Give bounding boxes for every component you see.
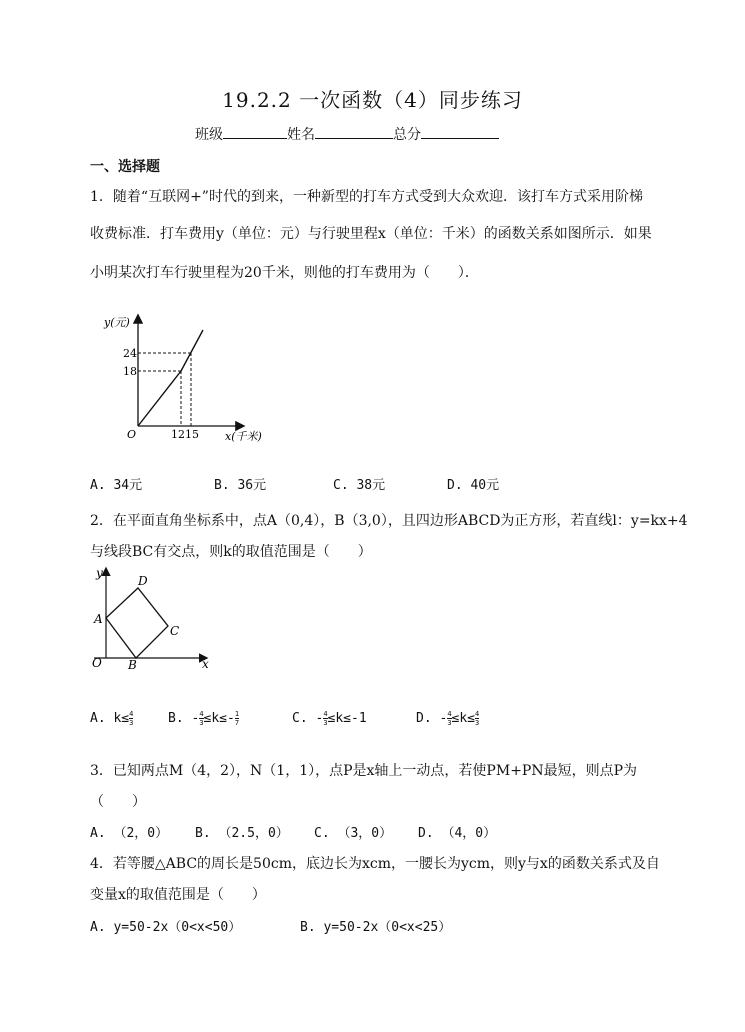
q3-line2: （ ）	[90, 794, 146, 810]
class-blank	[223, 124, 287, 139]
class-label: 班级	[195, 127, 223, 143]
q2-line2: 与线段BC有交点，则k的取值范围是（ ）	[90, 544, 372, 560]
q1-graph	[95, 308, 285, 448]
q1-ytick-24: 24	[123, 347, 137, 360]
name-label: 姓名	[287, 127, 315, 143]
q1-xticks: 1215	[171, 428, 199, 441]
q1-ylabel: y(元)	[104, 316, 130, 329]
q1-line2: 收费标准．打车费用y（单位：元）与行驶里程x（单位：千米）的函数关系如图所示．如果	[90, 226, 652, 242]
q3-option-a: A. （2，0）	[90, 826, 169, 841]
score-blank	[421, 124, 499, 139]
q1-option-d: D. 40元	[447, 478, 500, 493]
section-heading: 一、选择题	[90, 159, 160, 175]
q2-option-c: C. - $\frac{4}{3}$ ≤k≤-1	[292, 710, 367, 727]
q1-xlabel: x(千米)	[225, 430, 262, 443]
q2-point-d: D	[138, 574, 148, 588]
q1-option-a: A. 34元	[90, 478, 143, 493]
page-title: 19.2.2 一次函数（4）同步练习	[222, 88, 523, 112]
q2-figure	[88, 563, 218, 673]
q1-option-b: B. 36元	[214, 478, 267, 493]
name-blank	[315, 124, 393, 139]
q2-point-c: C	[170, 624, 180, 638]
q2-origin: O	[92, 656, 102, 670]
q3-line1: 3．已知两点M（4，2），N（1，1），点P是x轴上一动点，若使PM+PN最短，则点P为	[90, 763, 638, 779]
q4-line1: 4．若等腰△ABC的周长是50cm，底边长为xcm，一腰长为ycm，则y与x的函数关系式及自	[90, 856, 660, 872]
q2-point-b: B	[128, 658, 137, 672]
student-info-fields	[195, 124, 499, 144]
q2-y-label: y	[96, 566, 103, 580]
q4-option-a: A. y=50-2x（0<x<50）	[90, 920, 242, 935]
q2-square	[106, 588, 168, 658]
q1-option-c: C. 38元	[333, 478, 386, 493]
q2-line1: 2．在平面直角坐标系中，点A（0,4），B（3,0），且四边形ABCD为正方形，若直线l：y=kx+4	[90, 513, 688, 529]
q1-segment-1	[138, 371, 181, 426]
q1-line1: 1．随着“互联网+”时代的到来，一种新型的打车方式受到大众欢迎．该打车方式采用阶梯	[90, 189, 643, 205]
score-label: 总分	[393, 127, 421, 143]
q2-option-a: A. k≤ $\frac{4}{3}$	[90, 710, 134, 727]
q1-line3: 小明某次打车行驶里程为20千米，则他的打车费用为（ ）．	[90, 265, 479, 281]
q1-segment-2	[181, 330, 203, 371]
q2-point-a: A	[94, 612, 103, 626]
q3-option-b: B. （2.5，0）	[195, 826, 289, 841]
q4-option-b: B. y=50-2x（0<x<25）	[300, 920, 452, 935]
q3-option-d: D. （4，0）	[418, 826, 497, 841]
q1-origin: O	[127, 428, 137, 441]
q1-ytick-18: 18	[123, 365, 137, 378]
q2-x-label: x	[202, 657, 209, 671]
q4-line2: 变量x的取值范围是（ ）	[90, 887, 266, 903]
q3-option-c: C. （3，0）	[314, 826, 393, 841]
q2-option-d: D. - $\frac{4}{3}$ ≤k≤ $\frac{4}{3}$	[416, 710, 480, 727]
q2-option-b: B. - $\frac{4}{3}$ ≤k≤- $\frac{1}{7}$	[168, 710, 240, 727]
